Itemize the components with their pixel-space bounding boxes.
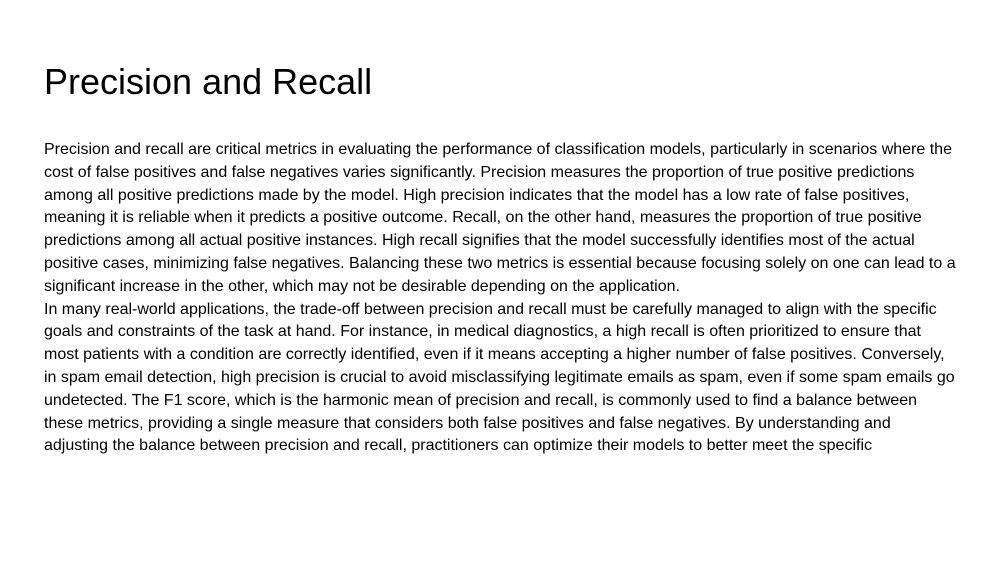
slide-title: Precision and Recall xyxy=(44,61,373,102)
body-paragraph-2: In many real-world applications, the trade-off between precision and recall must be carefully managed to align with the specific goals and constraints of the task at hand. For instance, in medical diagnostics, a high recall is often prioritized to ensure that most patients with a condition are correctly identified, even if it means accepting a higher number of false positives. Conversely, in spam email detection, high precision is crucial to avoid misclassifying legitimate emails as spam, even if some spam emails go undetected. The F1 score, which is the harmonic mean of precision and recall, is commonly used to find a balance between these metrics, providing a single measure that considers both false positives and false negatives. By understanding and adjusting the balance between precision and recall, practitioners can optimize their models to better meet the specific xyxy=(44,300,955,455)
slide-body xyxy=(44,139,958,458)
body-paragraph-1: Precision and recall are critical metrics in evaluating the performance of classification models, particularly in scenarios where the cost of false positives and false negatives varies significantly. Precision measures the proportion of true positive predictions among all positive predictions made by the model. High precision indicates that the model has a low rate of false positives, meaning it is reliable when it predicts a positive outcome. Recall, on the other hand, measures the proportion of true positive predictions among all actual positive instances. High recall signifies that the model successfully identifies most of the actual positive cases, minimizing false negatives. Balancing these two metrics is essential because focusing solely on one can lead to a significant increase in the other, which may not be desirable depending on the application. xyxy=(44,141,956,295)
